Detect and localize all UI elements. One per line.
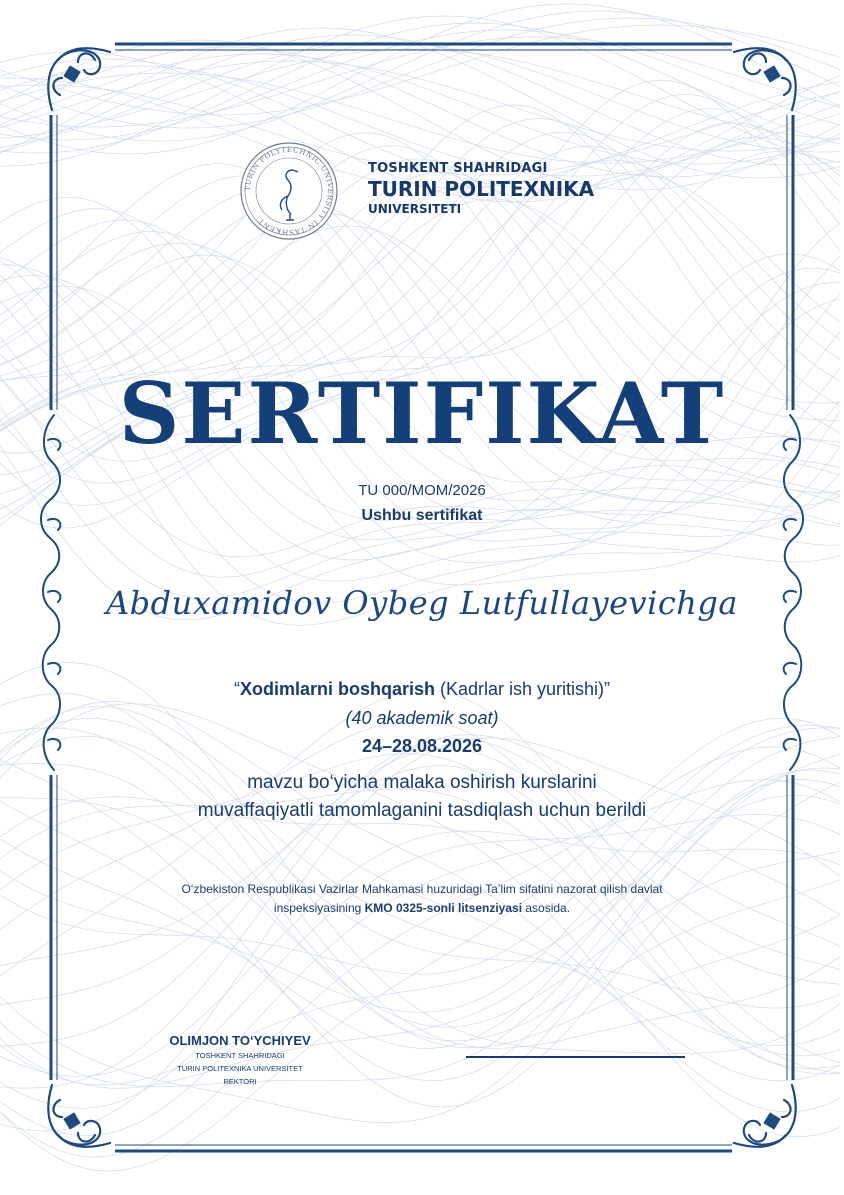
signatory-role: REKTORI <box>223 1077 257 1086</box>
course-subtitle: (Kadrlar ish yuritishi)” <box>434 679 611 699</box>
seal-text: TURIN POLYTECHNIC UNIVERSITY IN TASHKENT <box>242 144 336 238</box>
university-name <box>368 162 594 215</box>
license-line1: O‘zbekiston Respublikasi Vazirlar Mahkamasi huzuridagi Ta’lim sifatini nazorat qilish davlat <box>181 882 663 896</box>
license-number: KMO 0325-sonli litsenziyasi <box>364 901 523 915</box>
recipient-name: Abduxamidov Oybeg Lutfullayevichga <box>106 584 738 622</box>
certificate-description <box>0 769 844 825</box>
course-title <box>0 679 844 700</box>
corner-ornament <box>48 48 110 110</box>
description-line2: muvaffaqiyatli tamomlaganini tasdiqlash uchun berildi <box>197 800 647 821</box>
signatory-name: OLIMJON TO‘YCHIYEV <box>169 1033 311 1048</box>
course-hours: (40 akademik soat) <box>345 708 499 728</box>
certificate-number: TU 000/MOM/2026 <box>358 482 486 499</box>
license-line2-suffix: asosida. <box>522 901 571 915</box>
course-name: Xodimlarni boshqarish <box>239 679 435 699</box>
signatory-org2: TURIN POLITEXNIKA UNIVERSITET <box>177 1064 303 1073</box>
university-seal-icon <box>238 140 340 242</box>
university-header <box>238 140 638 246</box>
signatory-block <box>130 1033 350 1087</box>
description-line1: mavzu bo‘yicha malaka oshirish kurslarini <box>247 772 597 793</box>
university-name-line3: UNIVERSITETI <box>368 202 462 216</box>
license-statement <box>0 880 844 918</box>
university-name-line2: TURIN POLITEXNIKA <box>368 177 595 201</box>
signatory-org1: TOSHKENT SHAHRIDAGI <box>195 1051 285 1060</box>
license-line2 <box>0 899 844 918</box>
course-open-quote: “ <box>233 679 240 699</box>
certificate-intro: Ushbu sertifikat <box>361 507 483 524</box>
certificate-title: SERTIFIKAT <box>118 364 726 463</box>
license-line2-prefix: inspeksiyasining <box>273 901 365 915</box>
university-name-line1: TOSHKENT SHAHRIDAGI <box>368 161 548 176</box>
signature-line <box>466 1056 685 1058</box>
course-dates: 24–28.08.2026 <box>361 736 483 756</box>
